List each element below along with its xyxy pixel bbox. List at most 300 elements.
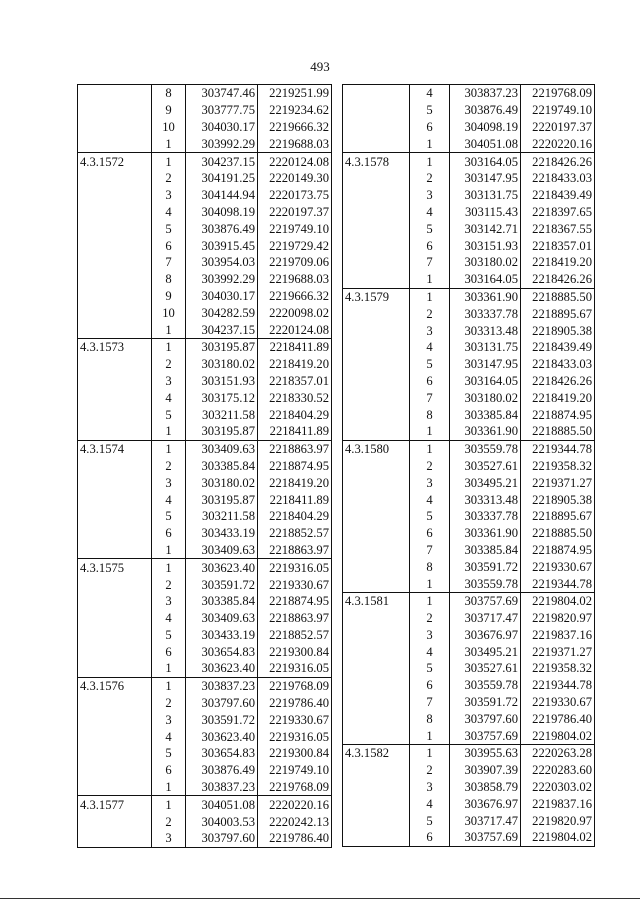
x-coordinate-cell: 303195.87 <box>186 423 258 440</box>
point-number-cell: 4 <box>152 491 186 508</box>
table-row <box>78 423 332 440</box>
y-coordinate-cell: 2219688.03 <box>258 135 332 152</box>
y-coordinate-cell: 2218885.50 <box>521 288 595 305</box>
y-coordinate-cell: 2218895.67 <box>521 305 595 322</box>
y-coordinate-cell: 2219666.32 <box>258 288 332 305</box>
x-coordinate-cell: 303151.93 <box>450 237 521 254</box>
parcel-id-cell <box>78 593 152 610</box>
y-coordinate-cell: 2219820.97 <box>521 610 595 627</box>
point-number-cell: 3 <box>152 711 186 728</box>
table-row <box>78 745 332 762</box>
point-number-cell: 10 <box>152 119 186 136</box>
point-number-cell: 6 <box>410 237 450 254</box>
table-row <box>343 204 595 221</box>
parcel-id-cell <box>78 135 152 152</box>
table-row <box>343 389 595 406</box>
point-number-cell: 8 <box>410 406 450 423</box>
x-coordinate-cell: 303180.02 <box>450 389 521 406</box>
point-number-cell: 7 <box>410 694 450 711</box>
table-row <box>78 135 332 152</box>
parcel-id-cell <box>343 779 410 796</box>
x-coordinate-cell: 304237.15 <box>186 321 258 338</box>
table-row <box>343 558 595 575</box>
parcel-id-cell <box>343 322 410 339</box>
y-coordinate-cell: 2219837.16 <box>521 627 595 644</box>
point-number-cell: 4 <box>152 610 186 627</box>
point-number-cell: 1 <box>410 592 450 609</box>
right-table-body <box>343 85 595 847</box>
point-number-cell: 2 <box>410 305 450 322</box>
table-row <box>78 643 332 660</box>
point-number-cell: 5 <box>152 406 186 423</box>
parcel-id-cell <box>343 710 410 727</box>
point-number-cell: 4 <box>410 339 450 356</box>
y-coordinate-cell: 2218411.89 <box>258 491 332 508</box>
y-coordinate-cell: 2219804.02 <box>521 727 595 744</box>
parcel-id-cell <box>343 254 410 271</box>
y-coordinate-cell: 2218419.20 <box>258 356 332 373</box>
y-coordinate-cell: 2219749.10 <box>258 762 332 779</box>
table-row <box>343 610 595 627</box>
point-number-cell: 6 <box>152 762 186 779</box>
footer-rule <box>0 898 640 899</box>
x-coordinate-cell: 303654.83 <box>186 745 258 762</box>
x-coordinate-cell: 303837.23 <box>186 779 258 796</box>
page-number: 493 <box>310 59 330 74</box>
x-coordinate-cell: 303409.63 <box>186 542 258 559</box>
table-row <box>343 694 595 711</box>
parcel-id-cell <box>78 762 152 779</box>
x-coordinate-cell: 303385.84 <box>186 593 258 610</box>
point-number-cell: 3 <box>410 474 450 491</box>
point-number-cell: 5 <box>410 356 450 373</box>
x-coordinate-cell: 304051.08 <box>186 796 258 813</box>
y-coordinate-cell: 2219749.10 <box>521 102 595 119</box>
table-row <box>78 627 332 644</box>
table-row <box>78 187 332 204</box>
parcel-id-cell <box>343 474 410 491</box>
point-number-cell: 1 <box>152 135 186 152</box>
x-coordinate-cell: 303180.02 <box>450 254 521 271</box>
y-coordinate-cell: 2218357.01 <box>258 373 332 390</box>
x-coordinate-cell: 303623.40 <box>186 559 258 576</box>
table-row <box>78 508 332 525</box>
x-coordinate-cell: 304098.19 <box>186 204 258 221</box>
x-coordinate-cell: 303115.43 <box>450 204 521 221</box>
x-coordinate-cell: 303433.19 <box>186 627 258 644</box>
y-coordinate-cell: 2219330.67 <box>258 576 332 593</box>
point-number-cell: 1 <box>410 440 450 457</box>
x-coordinate-cell: 303164.05 <box>450 271 521 288</box>
parcel-id-cell <box>343 812 410 829</box>
x-coordinate-cell: 303992.29 <box>186 135 258 152</box>
x-coordinate-cell: 304237.15 <box>186 153 258 170</box>
parcel-id-cell <box>78 423 152 440</box>
parcel-id-cell <box>343 135 410 152</box>
x-coordinate-cell: 303837.23 <box>186 677 258 694</box>
parcel-id-cell <box>343 356 410 373</box>
x-coordinate-cell: 303313.48 <box>450 491 521 508</box>
parcel-id-cell <box>343 102 410 119</box>
point-number-cell: 5 <box>152 220 186 237</box>
x-coordinate-cell: 304030.17 <box>186 119 258 136</box>
x-coordinate-cell: 303837.23 <box>450 85 521 102</box>
x-coordinate-cell: 303676.97 <box>450 795 521 812</box>
point-number-cell: 3 <box>152 593 186 610</box>
table-row <box>78 559 332 576</box>
parcel-id-cell <box>78 102 152 119</box>
table-row <box>78 237 332 254</box>
table-row <box>78 170 332 187</box>
parcel-id-cell <box>78 288 152 305</box>
point-number-cell: 1 <box>152 542 186 559</box>
x-coordinate-cell: 303195.87 <box>186 338 258 355</box>
point-number-cell: 3 <box>152 187 186 204</box>
point-number-cell: 5 <box>152 508 186 525</box>
x-coordinate-cell: 303409.63 <box>186 610 258 627</box>
point-number-cell: 3 <box>410 779 450 796</box>
table-row <box>343 458 595 475</box>
x-coordinate-cell: 304282.59 <box>186 304 258 321</box>
point-number-cell: 2 <box>410 458 450 475</box>
point-number-cell: 2 <box>152 576 186 593</box>
parcel-id-cell <box>78 643 152 660</box>
x-coordinate-cell: 303858.79 <box>450 779 521 796</box>
x-coordinate-cell: 303175.12 <box>186 389 258 406</box>
point-number-cell: 1 <box>410 271 450 288</box>
point-number-cell: 4 <box>410 491 450 508</box>
x-coordinate-cell: 303757.69 <box>450 829 521 846</box>
table-row <box>78 288 332 305</box>
parcel-id-cell <box>343 508 410 525</box>
parcel-id-cell <box>78 237 152 254</box>
y-coordinate-cell: 2219768.09 <box>258 677 332 694</box>
table-row <box>343 271 595 288</box>
point-number-cell: 1 <box>410 423 450 440</box>
parcel-id-cell <box>343 795 410 812</box>
y-coordinate-cell: 2220098.02 <box>258 304 332 321</box>
parcel-id-cell <box>78 85 152 102</box>
parcel-id-cell <box>78 389 152 406</box>
y-coordinate-cell: 2218397.65 <box>521 204 595 221</box>
table-row <box>78 440 332 457</box>
point-number-cell: 2 <box>152 458 186 475</box>
point-number-cell: 4 <box>410 85 450 102</box>
parcel-id-cell <box>78 187 152 204</box>
point-number-cell: 6 <box>152 525 186 542</box>
y-coordinate-cell: 2218419.20 <box>521 254 595 271</box>
point-number-cell: 5 <box>410 812 450 829</box>
y-coordinate-cell: 2220220.16 <box>521 135 595 152</box>
table-row <box>343 627 595 644</box>
point-number-cell: 5 <box>410 660 450 677</box>
point-number-cell: 1 <box>410 745 450 762</box>
y-coordinate-cell: 2219729.42 <box>258 237 332 254</box>
y-coordinate-cell: 2219234.62 <box>258 102 332 119</box>
x-coordinate-cell: 303676.97 <box>450 627 521 644</box>
point-number-cell: 3 <box>410 187 450 204</box>
x-coordinate-cell: 303151.93 <box>186 373 258 390</box>
point-number-cell: 4 <box>410 795 450 812</box>
table-row <box>343 305 595 322</box>
parcel-id-cell: 4.3.1580 <box>343 440 410 457</box>
y-coordinate-cell: 2220220.16 <box>258 796 332 813</box>
y-coordinate-cell: 2218419.20 <box>521 389 595 406</box>
y-coordinate-cell: 2219786.40 <box>521 710 595 727</box>
table-row <box>78 204 332 221</box>
y-coordinate-cell: 2219344.78 <box>521 575 595 592</box>
point-number-cell: 6 <box>410 373 450 390</box>
parcel-id-cell <box>78 610 152 627</box>
table-row <box>78 796 332 813</box>
parcel-id-cell <box>78 170 152 187</box>
x-coordinate-cell: 303797.60 <box>186 830 258 847</box>
table-row <box>343 237 595 254</box>
table-row <box>78 102 332 119</box>
table-row <box>78 779 332 796</box>
table-row <box>78 593 332 610</box>
table-row <box>343 153 595 170</box>
x-coordinate-cell: 303337.78 <box>450 508 521 525</box>
parcel-id-cell <box>78 525 152 542</box>
x-coordinate-cell: 303591.72 <box>450 694 521 711</box>
parcel-id-cell <box>343 727 410 744</box>
parcel-id-cell <box>343 542 410 559</box>
y-coordinate-cell: 2219804.02 <box>521 829 595 846</box>
y-coordinate-cell: 2219768.09 <box>258 779 332 796</box>
parcel-id-cell <box>343 187 410 204</box>
x-coordinate-cell: 303313.48 <box>450 322 521 339</box>
parcel-id-cell: 4.3.1572 <box>78 153 152 170</box>
point-number-cell: 6 <box>410 677 450 694</box>
x-coordinate-cell: 303131.75 <box>450 339 521 356</box>
table-row <box>343 170 595 187</box>
y-coordinate-cell: 2220263.28 <box>521 745 595 762</box>
y-coordinate-cell: 2218330.52 <box>258 389 332 406</box>
parcel-id-cell <box>78 304 152 321</box>
y-coordinate-cell: 2218895.67 <box>521 508 595 525</box>
point-number-cell: 5 <box>410 508 450 525</box>
x-coordinate-cell: 303955.63 <box>450 745 521 762</box>
table-row <box>343 474 595 491</box>
point-number-cell: 2 <box>410 170 450 187</box>
table-row <box>78 389 332 406</box>
table-row <box>78 813 332 830</box>
x-coordinate-cell: 303385.84 <box>186 458 258 475</box>
x-coordinate-cell: 303180.02 <box>186 474 258 491</box>
y-coordinate-cell: 2220242.13 <box>258 813 332 830</box>
table-row <box>343 254 595 271</box>
point-number-cell: 1 <box>152 796 186 813</box>
table-row <box>343 525 595 542</box>
parcel-id-cell <box>78 728 152 745</box>
parcel-id-cell: 4.3.1581 <box>343 592 410 609</box>
point-number-cell: 5 <box>410 102 450 119</box>
point-number-cell: 6 <box>152 237 186 254</box>
parcel-id-cell <box>343 627 410 644</box>
point-number-cell: 1 <box>410 153 450 170</box>
table-row <box>343 322 595 339</box>
x-coordinate-cell: 303797.60 <box>450 710 521 727</box>
point-number-cell: 8 <box>410 558 450 575</box>
x-coordinate-cell: 303876.49 <box>186 762 258 779</box>
parcel-id-cell <box>343 660 410 677</box>
y-coordinate-cell: 2219820.97 <box>521 812 595 829</box>
y-coordinate-cell: 2219330.67 <box>521 694 595 711</box>
table-row <box>343 288 595 305</box>
table-row <box>78 677 332 694</box>
parcel-id-cell <box>343 373 410 390</box>
table-row <box>78 610 332 627</box>
point-number-cell: 1 <box>152 338 186 355</box>
parcel-id-cell: 4.3.1579 <box>343 288 410 305</box>
x-coordinate-cell: 303591.72 <box>450 558 521 575</box>
parcel-id-cell <box>78 220 152 237</box>
table-row <box>78 542 332 559</box>
y-coordinate-cell: 2218885.50 <box>521 525 595 542</box>
parcel-id-cell <box>343 829 410 846</box>
table-row <box>78 373 332 390</box>
table-row <box>343 440 595 457</box>
table-row <box>78 474 332 491</box>
y-coordinate-cell: 2219837.16 <box>521 795 595 812</box>
y-coordinate-cell: 2219768.09 <box>521 85 595 102</box>
parcel-id-cell: 4.3.1574 <box>78 440 152 457</box>
parcel-id-cell: 4.3.1573 <box>78 338 152 355</box>
table-row <box>343 829 595 846</box>
y-coordinate-cell: 2218874.95 <box>258 458 332 475</box>
table-row <box>78 220 332 237</box>
point-number-cell: 2 <box>152 356 186 373</box>
x-coordinate-cell: 303559.78 <box>450 440 521 457</box>
y-coordinate-cell: 2219358.32 <box>521 458 595 475</box>
x-coordinate-cell: 303876.49 <box>186 220 258 237</box>
y-coordinate-cell: 2218439.49 <box>521 187 595 204</box>
x-coordinate-cell: 303907.39 <box>450 762 521 779</box>
y-coordinate-cell: 2218411.89 <box>258 423 332 440</box>
table-row <box>343 119 595 136</box>
table-row <box>78 406 332 423</box>
y-coordinate-cell: 2219316.05 <box>258 559 332 576</box>
point-number-cell: 1 <box>410 135 450 152</box>
point-number-cell: 3 <box>410 627 450 644</box>
y-coordinate-cell: 2220197.37 <box>521 119 595 136</box>
point-number-cell: 4 <box>152 728 186 745</box>
point-number-cell: 8 <box>152 271 186 288</box>
parcel-id-cell <box>343 305 410 322</box>
y-coordinate-cell: 2218426.26 <box>521 153 595 170</box>
left-table-body <box>78 85 332 848</box>
parcel-id-cell <box>78 254 152 271</box>
parcel-id-cell <box>78 830 152 847</box>
x-coordinate-cell: 303361.90 <box>450 525 521 542</box>
x-coordinate-cell: 303211.58 <box>186 406 258 423</box>
parcel-id-cell <box>343 85 410 102</box>
table-row <box>78 271 332 288</box>
y-coordinate-cell: 2219804.02 <box>521 592 595 609</box>
parcel-id-cell <box>78 508 152 525</box>
parcel-id-cell <box>78 779 152 796</box>
point-number-cell: 1 <box>152 440 186 457</box>
table-row <box>78 711 332 728</box>
y-coordinate-cell: 2220149.30 <box>258 170 332 187</box>
table-row <box>78 728 332 745</box>
parcel-id-cell <box>343 170 410 187</box>
parcel-id-cell <box>343 610 410 627</box>
parcel-id-cell <box>78 119 152 136</box>
parcel-id-cell <box>343 525 410 542</box>
y-coordinate-cell: 2219330.67 <box>258 711 332 728</box>
y-coordinate-cell: 2218874.95 <box>258 593 332 610</box>
parcel-id-cell: 4.3.1582 <box>343 745 410 762</box>
table-row <box>78 458 332 475</box>
x-coordinate-cell: 304098.19 <box>450 119 521 136</box>
x-coordinate-cell: 303591.72 <box>186 711 258 728</box>
table-row <box>78 762 332 779</box>
point-number-cell: 2 <box>152 170 186 187</box>
x-coordinate-cell: 303992.29 <box>186 271 258 288</box>
x-coordinate-cell: 304191.25 <box>186 170 258 187</box>
x-coordinate-cell: 303131.75 <box>450 187 521 204</box>
y-coordinate-cell: 2220303.02 <box>521 779 595 796</box>
table-row <box>343 677 595 694</box>
x-coordinate-cell: 303915.45 <box>186 237 258 254</box>
table-row <box>343 491 595 508</box>
parcel-id-cell <box>343 339 410 356</box>
point-number-cell: 4 <box>152 389 186 406</box>
table-row <box>343 592 595 609</box>
table-row <box>343 660 595 677</box>
point-number-cell: 8 <box>410 710 450 727</box>
point-number-cell: 6 <box>152 643 186 660</box>
x-coordinate-cell: 303385.84 <box>450 542 521 559</box>
table-row <box>78 119 332 136</box>
y-coordinate-cell: 2219666.32 <box>258 119 332 136</box>
y-coordinate-cell: 2219330.67 <box>521 558 595 575</box>
table-row <box>78 525 332 542</box>
point-number-cell: 4 <box>410 204 450 221</box>
parcel-id-cell <box>78 491 152 508</box>
table-row <box>78 321 332 338</box>
parcel-id-cell <box>343 694 410 711</box>
point-number-cell: 6 <box>410 525 450 542</box>
point-number-cell: 10 <box>152 304 186 321</box>
point-number-cell: 5 <box>152 745 186 762</box>
parcel-id-cell <box>78 204 152 221</box>
x-coordinate-cell: 303954.03 <box>186 254 258 271</box>
x-coordinate-cell: 303717.47 <box>450 812 521 829</box>
x-coordinate-cell: 303164.05 <box>450 373 521 390</box>
point-number-cell: 9 <box>152 102 186 119</box>
point-number-cell: 4 <box>410 643 450 660</box>
x-coordinate-cell: 303559.78 <box>450 575 521 592</box>
table-row <box>343 339 595 356</box>
x-coordinate-cell: 303142.71 <box>450 220 521 237</box>
point-number-cell: 4 <box>152 204 186 221</box>
x-coordinate-cell: 303385.84 <box>450 406 521 423</box>
point-number-cell: 2 <box>410 762 450 779</box>
table-row <box>343 187 595 204</box>
table-row <box>343 220 595 237</box>
parcel-id-cell <box>78 813 152 830</box>
y-coordinate-cell: 2220283.60 <box>521 762 595 779</box>
parcel-id-cell <box>78 627 152 644</box>
y-coordinate-cell: 2219749.10 <box>258 220 332 237</box>
point-number-cell: 7 <box>410 389 450 406</box>
point-number-cell: 1 <box>152 677 186 694</box>
y-coordinate-cell: 2218852.57 <box>258 525 332 542</box>
parcel-id-cell <box>343 271 410 288</box>
